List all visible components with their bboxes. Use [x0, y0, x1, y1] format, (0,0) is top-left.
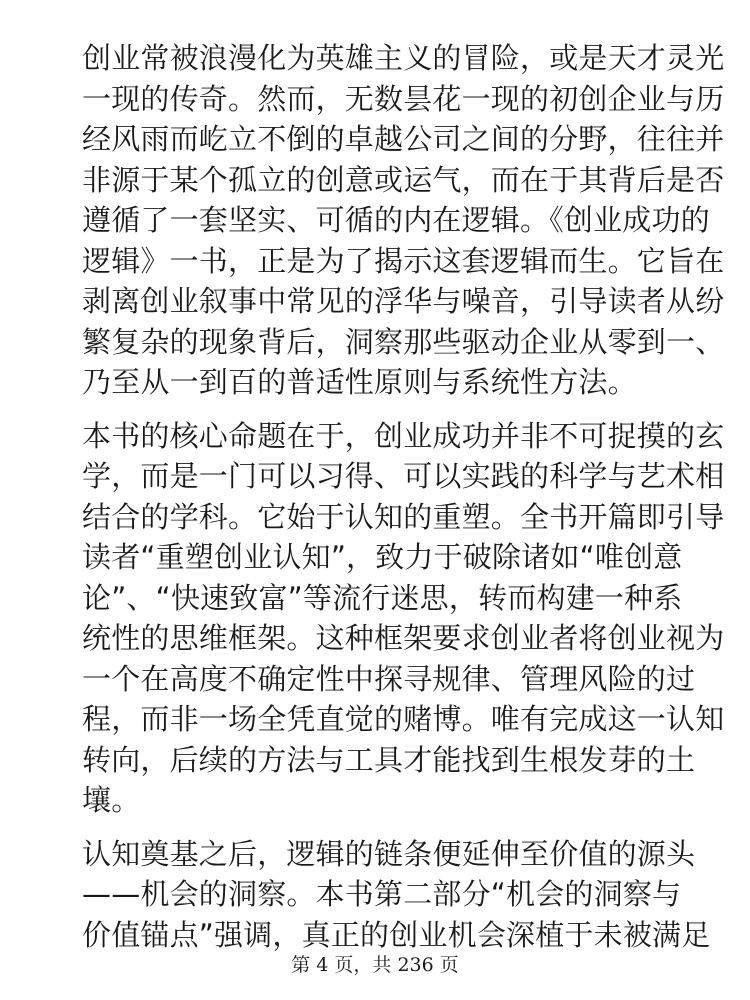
text-line: 非源于某个孤立的创意或运气，而在于其背后是否	[82, 162, 725, 197]
text-line: 一个在高度不确定性中探寻规律、管理风险的过	[82, 661, 696, 696]
text-line: 经风雨而屹立不倒的卓越公司之间的分野，往往并	[82, 122, 725, 156]
text-line: 壤。	[82, 783, 141, 817]
text-line: 遵循了一套坚实、可循的内在逻辑。《创业成功的	[82, 203, 710, 237]
paragraph-1	[82, 38, 725, 403]
text-line: 本书的核心命题在于，创业成功并非不可捉摸的玄	[82, 418, 725, 453]
page-number: 第 4 页，共 236 页	[291, 954, 459, 976]
text-line: 转向，后续的方法与工具才能找到生根发芽的土	[82, 742, 696, 777]
text-line: 一现的传奇。然而，无数昙花一现的初创企业与历	[82, 81, 725, 116]
text-line: 论”、“快速致富”等流行迷思，转而构建一种系	[82, 580, 683, 615]
text-line: 繁复杂的现象背后，洞察那些驱动企业从零到一、	[82, 324, 725, 359]
text-line: 统性的思维框架。这种框架要求创业者将创业视为	[82, 621, 725, 655]
text-line: 结合的学科。它始于认知的重塑。全书开篇即引导	[82, 499, 725, 534]
text-line: 认知奠基之后，逻辑的链条便延伸至价值的源头	[82, 836, 696, 871]
paragraph-2	[82, 416, 725, 821]
text-line: 剥离创业叙事中常见的浮华与噪音，引导读者从纷	[82, 284, 725, 318]
text-line: 程，而非一场全凭直觉的赌博。唯有完成这一认知	[82, 702, 725, 736]
text-line: 读者“重塑创业认知”，致力于破除诸如“唯创意	[82, 540, 683, 574]
text-line: ——机会的洞察。本书第二部分“机会的洞察与	[82, 877, 682, 911]
text-line: 乃至从一到百的普适性原则与系统性方法。	[82, 365, 637, 399]
text-line: 价值锚点”强调，真正的创业机会深植于未被满足	[82, 917, 711, 952]
body-text	[82, 38, 725, 968]
text-line: 创业常被浪漫化为英雄主义的冒险，或是天才灵光	[82, 41, 725, 75]
paragraph-3	[82, 834, 711, 956]
text-line: 逻辑》一书，正是为了揭示这套逻辑而生。它旨在	[82, 243, 725, 278]
text-line: 学，而是一门可以习得、可以实践的科学与艺术相	[82, 459, 725, 493]
